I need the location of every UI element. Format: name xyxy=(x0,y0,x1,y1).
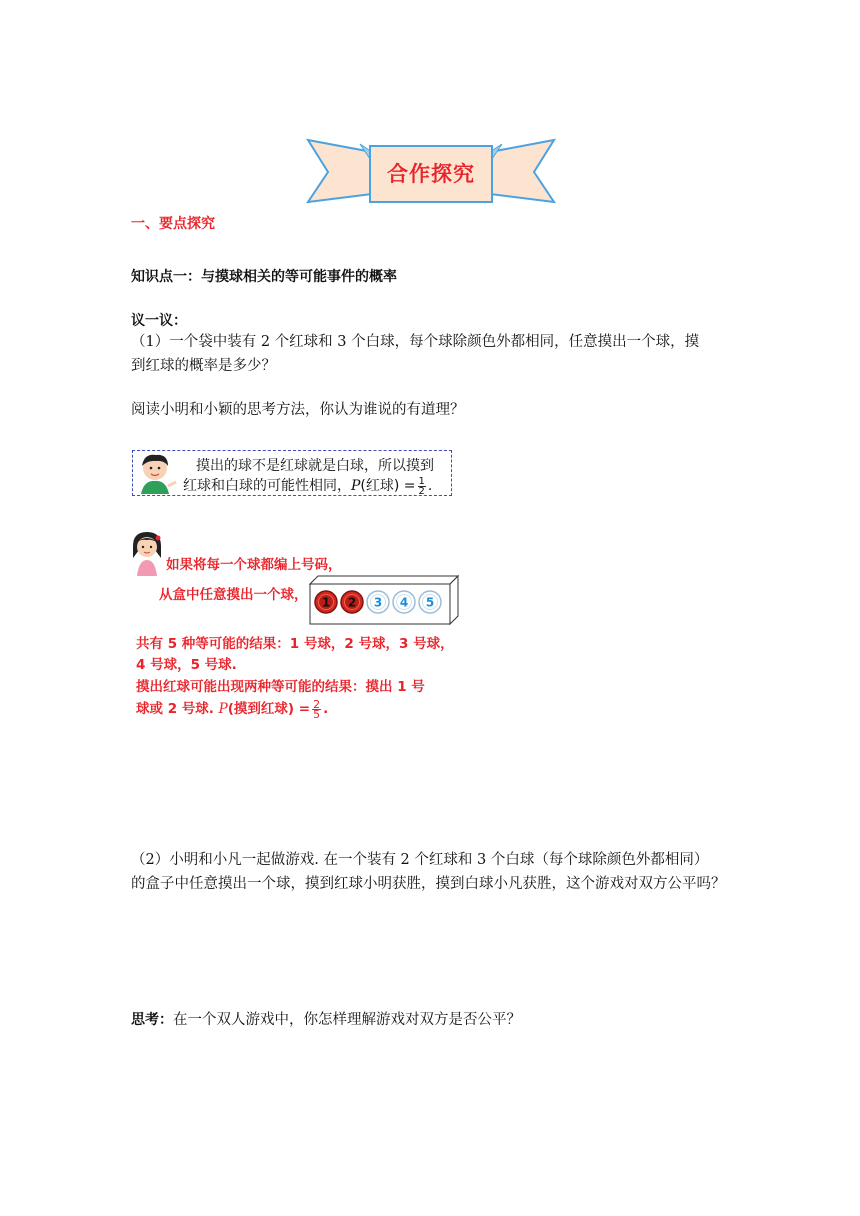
result-line4-text: 球或 2 号球. xyxy=(136,701,214,717)
ball-3 xyxy=(367,591,389,613)
xiaoming-line1: 摸出的球不是红球就是白球，所以摸到 xyxy=(196,458,434,474)
boy-avatar-icon xyxy=(136,452,178,494)
section-heading: 一、要点探究 xyxy=(131,216,215,232)
ball-4 xyxy=(393,591,415,613)
think-line xyxy=(131,1008,521,1033)
question-1-line1: （1）一个袋中装有 2 个红球和 3 个白球，每个球除颜色外都相同，任意摸出一个球，摸 xyxy=(131,334,700,350)
result-line1: 共有 5 种等可能的结果：1 号球，2 号球，3 号球， xyxy=(136,636,454,652)
fraction-numerator: 2 xyxy=(313,697,321,711)
think-label: 思考： xyxy=(131,1012,173,1028)
ball-number: 1 xyxy=(321,595,331,610)
result-line4 xyxy=(136,697,328,719)
question-2-line1: （2）小明和小凡一起做游戏. 在一个装有 2 个红球和 3 个白球（每个球除颜色外都相同） xyxy=(131,852,709,868)
discuss-label: 议一议： xyxy=(131,313,187,329)
result-line3: 摸出红球可能出现两种等可能的结果：摸出 1 号 xyxy=(136,679,425,695)
fraction-two-fifths xyxy=(312,697,321,721)
question-2-line2: 的盒子中任意摸出一个球，摸到红球小明获胜，摸到白球小凡获胜，这个游戏对双方公平吗？ xyxy=(131,876,726,892)
ball-number: 3 xyxy=(373,595,383,610)
prob-symbol: P xyxy=(218,701,228,717)
think-text: 在一个双人游戏中，你怎样理解游戏对双方是否公平？ xyxy=(173,1012,521,1028)
ball-number: 5 xyxy=(425,595,435,610)
banner-title: 合作探究 xyxy=(387,162,475,186)
ball-2 xyxy=(341,591,363,613)
xiaoying-line2: 从盒中任意摸出一个球， xyxy=(159,587,308,603)
xiaoming-line2 xyxy=(183,475,432,496)
balls-svg xyxy=(310,588,450,616)
question-1-line2: 到红球的概率是多少？ xyxy=(131,358,276,374)
period: . xyxy=(427,478,433,494)
ball-number: 2 xyxy=(347,595,357,610)
result-line2: 4 号球，5 号球. xyxy=(136,657,237,673)
period: . xyxy=(323,701,329,717)
fraction-one-half xyxy=(418,477,426,496)
fraction-denominator: 5 xyxy=(313,707,321,721)
read-prompt: 阅读小明和小颖的思考方法，你认为谁说的有道理？ xyxy=(131,402,465,418)
xiaoying-line1: 如果将每一个球都编上号码， xyxy=(166,557,342,573)
prob-event: (红球) = xyxy=(360,478,416,494)
prob-symbol: P xyxy=(351,478,361,494)
ball-number: 4 xyxy=(399,595,409,610)
knowledge-point-heading: 知识点一：与摸球相关的等可能事件的概率 xyxy=(131,269,397,285)
balls-row xyxy=(310,588,450,616)
ball-5 xyxy=(419,591,441,613)
xiaoming-line2-text: 红球和白球的可能性相同， xyxy=(183,478,351,494)
fraction-numerator: 1 xyxy=(418,475,425,487)
fraction-denominator: 2 xyxy=(418,485,425,497)
prob-event: (摸到红球) = xyxy=(227,701,311,717)
ball-1 xyxy=(315,591,337,613)
girl-avatar-icon xyxy=(131,530,163,578)
